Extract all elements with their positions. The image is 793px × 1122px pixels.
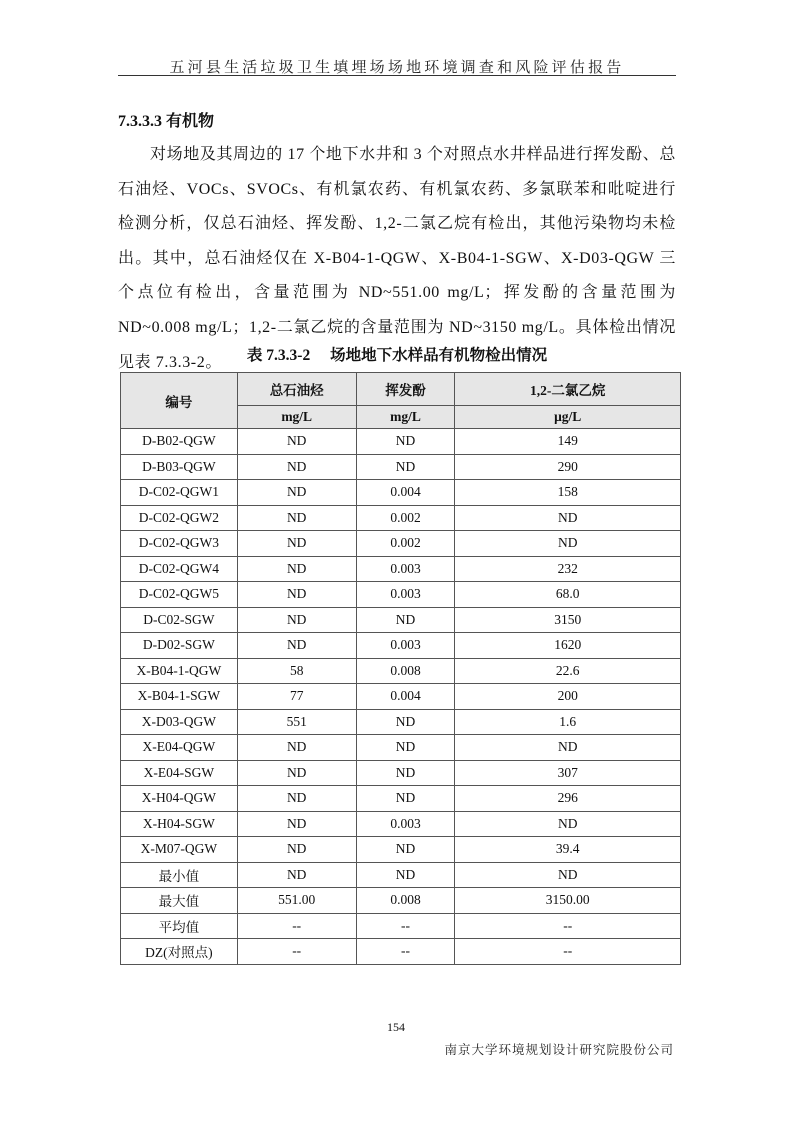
cell-phenol: 0.002: [356, 531, 455, 557]
cell-sample-id: D-B02-QGW: [121, 429, 238, 455]
table-row: [121, 760, 681, 786]
cell-sample-id: X-H04-SGW: [121, 811, 238, 837]
cell-sample-id: 平均值: [121, 913, 238, 939]
cell-dce: 3150.00: [455, 888, 681, 914]
cell-dce: --: [455, 939, 681, 965]
cell-phenol: 0.002: [356, 505, 455, 531]
table-row: [121, 786, 681, 812]
table-body: [121, 429, 681, 965]
cell-sample-id: D-C02-QGW3: [121, 531, 238, 557]
cell-phenol: ND: [356, 454, 455, 480]
cell-tph: ND: [237, 429, 356, 455]
cell-sample-id: X-M07-QGW: [121, 837, 238, 863]
table-row: [121, 684, 681, 710]
table-row: [121, 658, 681, 684]
table-caption-number: 表 7.3.3-2: [246, 347, 311, 364]
table-caption: [118, 343, 676, 365]
table-row: [121, 633, 681, 659]
cell-phenol: 0.004: [356, 684, 455, 710]
table-row: [121, 556, 681, 582]
table-row: [121, 939, 681, 965]
cell-sample-id: X-E04-SGW: [121, 760, 238, 786]
cell-tph: --: [237, 939, 356, 965]
cell-sample-id: D-C02-QGW4: [121, 556, 238, 582]
cell-dce: ND: [455, 531, 681, 557]
cell-phenol: 0.003: [356, 633, 455, 659]
cell-phenol: --: [356, 939, 455, 965]
cell-tph: ND: [237, 454, 356, 480]
cell-dce: 3150: [455, 607, 681, 633]
cell-tph: ND: [237, 505, 356, 531]
cell-dce: 149: [455, 429, 681, 455]
cell-tph: ND: [237, 862, 356, 888]
cell-sample-id: D-C02-QGW5: [121, 582, 238, 608]
cell-sample-id: D-C02-SGW: [121, 607, 238, 633]
cell-tph: --: [237, 913, 356, 939]
cell-phenol: ND: [356, 837, 455, 863]
cell-sample-id: X-D03-QGW: [121, 709, 238, 735]
detection-table: [120, 372, 681, 965]
footer-organization: 南京大学环境规划设计研究院股份公司: [444, 1043, 674, 1057]
header-divider: [118, 75, 676, 76]
table-caption-title: 场地地下水样品有机物检出情况: [330, 347, 548, 364]
header-tph: 总石油烃: [237, 373, 356, 406]
table-row: [121, 735, 681, 761]
cell-dce: 1620: [455, 633, 681, 659]
page-number: 154: [387, 1020, 405, 1034]
cell-dce: 290: [455, 454, 681, 480]
table-row: [121, 607, 681, 633]
cell-phenol: ND: [356, 862, 455, 888]
cell-phenol: 0.003: [356, 811, 455, 837]
cell-tph: ND: [237, 786, 356, 812]
cell-dce: ND: [455, 862, 681, 888]
cell-dce: ND: [455, 811, 681, 837]
cell-phenol: ND: [356, 709, 455, 735]
table-row: [121, 454, 681, 480]
cell-dce: 68.0: [455, 582, 681, 608]
unit-phenol: mg/L: [356, 406, 455, 429]
unit-tph: mg/L: [237, 406, 356, 429]
cell-phenol: 0.008: [356, 888, 455, 914]
header-dce: 1,2-二氯乙烷: [455, 373, 681, 406]
table-row: [121, 480, 681, 506]
cell-tph: ND: [237, 760, 356, 786]
cell-phenol: 0.003: [356, 582, 455, 608]
cell-sample-id: DZ(对照点): [121, 939, 238, 965]
cell-dce: ND: [455, 735, 681, 761]
cell-tph: 551.00: [237, 888, 356, 914]
table-row: [121, 811, 681, 837]
cell-tph: ND: [237, 633, 356, 659]
cell-phenol: 0.004: [356, 480, 455, 506]
cell-phenol: ND: [356, 735, 455, 761]
cell-sample-id: 最小值: [121, 862, 238, 888]
cell-dce: 1.6: [455, 709, 681, 735]
cell-sample-id: X-E04-QGW: [121, 735, 238, 761]
cell-phenol: ND: [356, 760, 455, 786]
cell-sample-id: X-H04-QGW: [121, 786, 238, 812]
header-id: 编号: [121, 373, 238, 429]
cell-dce: 158: [455, 480, 681, 506]
cell-dce: ND: [455, 505, 681, 531]
table-row: [121, 429, 681, 455]
cell-tph: 58: [237, 658, 356, 684]
cell-tph: ND: [237, 811, 356, 837]
cell-dce: --: [455, 913, 681, 939]
table-row: [121, 582, 681, 608]
table-row: [121, 862, 681, 888]
cell-dce: 22.6: [455, 658, 681, 684]
cell-sample-id: D-C02-QGW1: [121, 480, 238, 506]
table-row: [121, 709, 681, 735]
document-header-title: 五河县生活垃圾卫生填埋场场地环境调查和风险评估报告: [169, 60, 625, 76]
cell-tph: ND: [237, 556, 356, 582]
cell-sample-id: 最大值: [121, 888, 238, 914]
cell-sample-id: X-B04-1-SGW: [121, 684, 238, 710]
cell-tph: ND: [237, 607, 356, 633]
cell-dce: 307: [455, 760, 681, 786]
cell-tph: ND: [237, 480, 356, 506]
header-phenol: 挥发酚: [356, 373, 455, 406]
table-row: [121, 837, 681, 863]
cell-phenol: ND: [356, 607, 455, 633]
table-row: [121, 505, 681, 531]
cell-phenol: ND: [356, 429, 455, 455]
cell-phenol: ND: [356, 786, 455, 812]
cell-tph: ND: [237, 582, 356, 608]
section-heading: 7.3.3.3 有机物: [118, 113, 215, 130]
cell-dce: 296: [455, 786, 681, 812]
cell-sample-id: D-D02-SGW: [121, 633, 238, 659]
cell-tph: ND: [237, 837, 356, 863]
cell-phenol: 0.008: [356, 658, 455, 684]
cell-dce: 200: [455, 684, 681, 710]
cell-sample-id: D-C02-QGW2: [121, 505, 238, 531]
cell-dce: 232: [455, 556, 681, 582]
cell-tph: 77: [237, 684, 356, 710]
unit-dce: μg/L: [455, 406, 681, 429]
table-row: [121, 888, 681, 914]
body-paragraph: 对场地及其周边的 17 个地下水井和 3 个对照点水井样品进行挥发酚、总石油烃、VOCs、SVOCs、有机氯农药、有机氯农药、多氯联苯和吡啶进行检测分析，仅总石油烃、挥发酚、1,2-二氯乙烷有检出，其他污染物均未检出。其中，总石油烃仅在 X-B04-1-QGW、X-B04-1-SGW、X-D03-QGW 三个点位有检出，含量范围为 ND~551.00 mg/L；挥发酚的含量范围为 ND~0.008 mg/L；1,2-二氯乙烷的含量范围为 ND~3150 mg/L。具体检出情况见表 7.3.3-2。: [118, 146, 676, 371]
cell-phenol: 0.003: [356, 556, 455, 582]
cell-phenol: --: [356, 913, 455, 939]
cell-sample-id: X-B04-1-QGW: [121, 658, 238, 684]
cell-tph: ND: [237, 531, 356, 557]
cell-tph: ND: [237, 735, 356, 761]
table-row: [121, 913, 681, 939]
cell-sample-id: D-B03-QGW: [121, 454, 238, 480]
cell-tph: 551: [237, 709, 356, 735]
cell-dce: 39.4: [455, 837, 681, 863]
table-header-row: [121, 373, 681, 406]
table-row: [121, 531, 681, 557]
